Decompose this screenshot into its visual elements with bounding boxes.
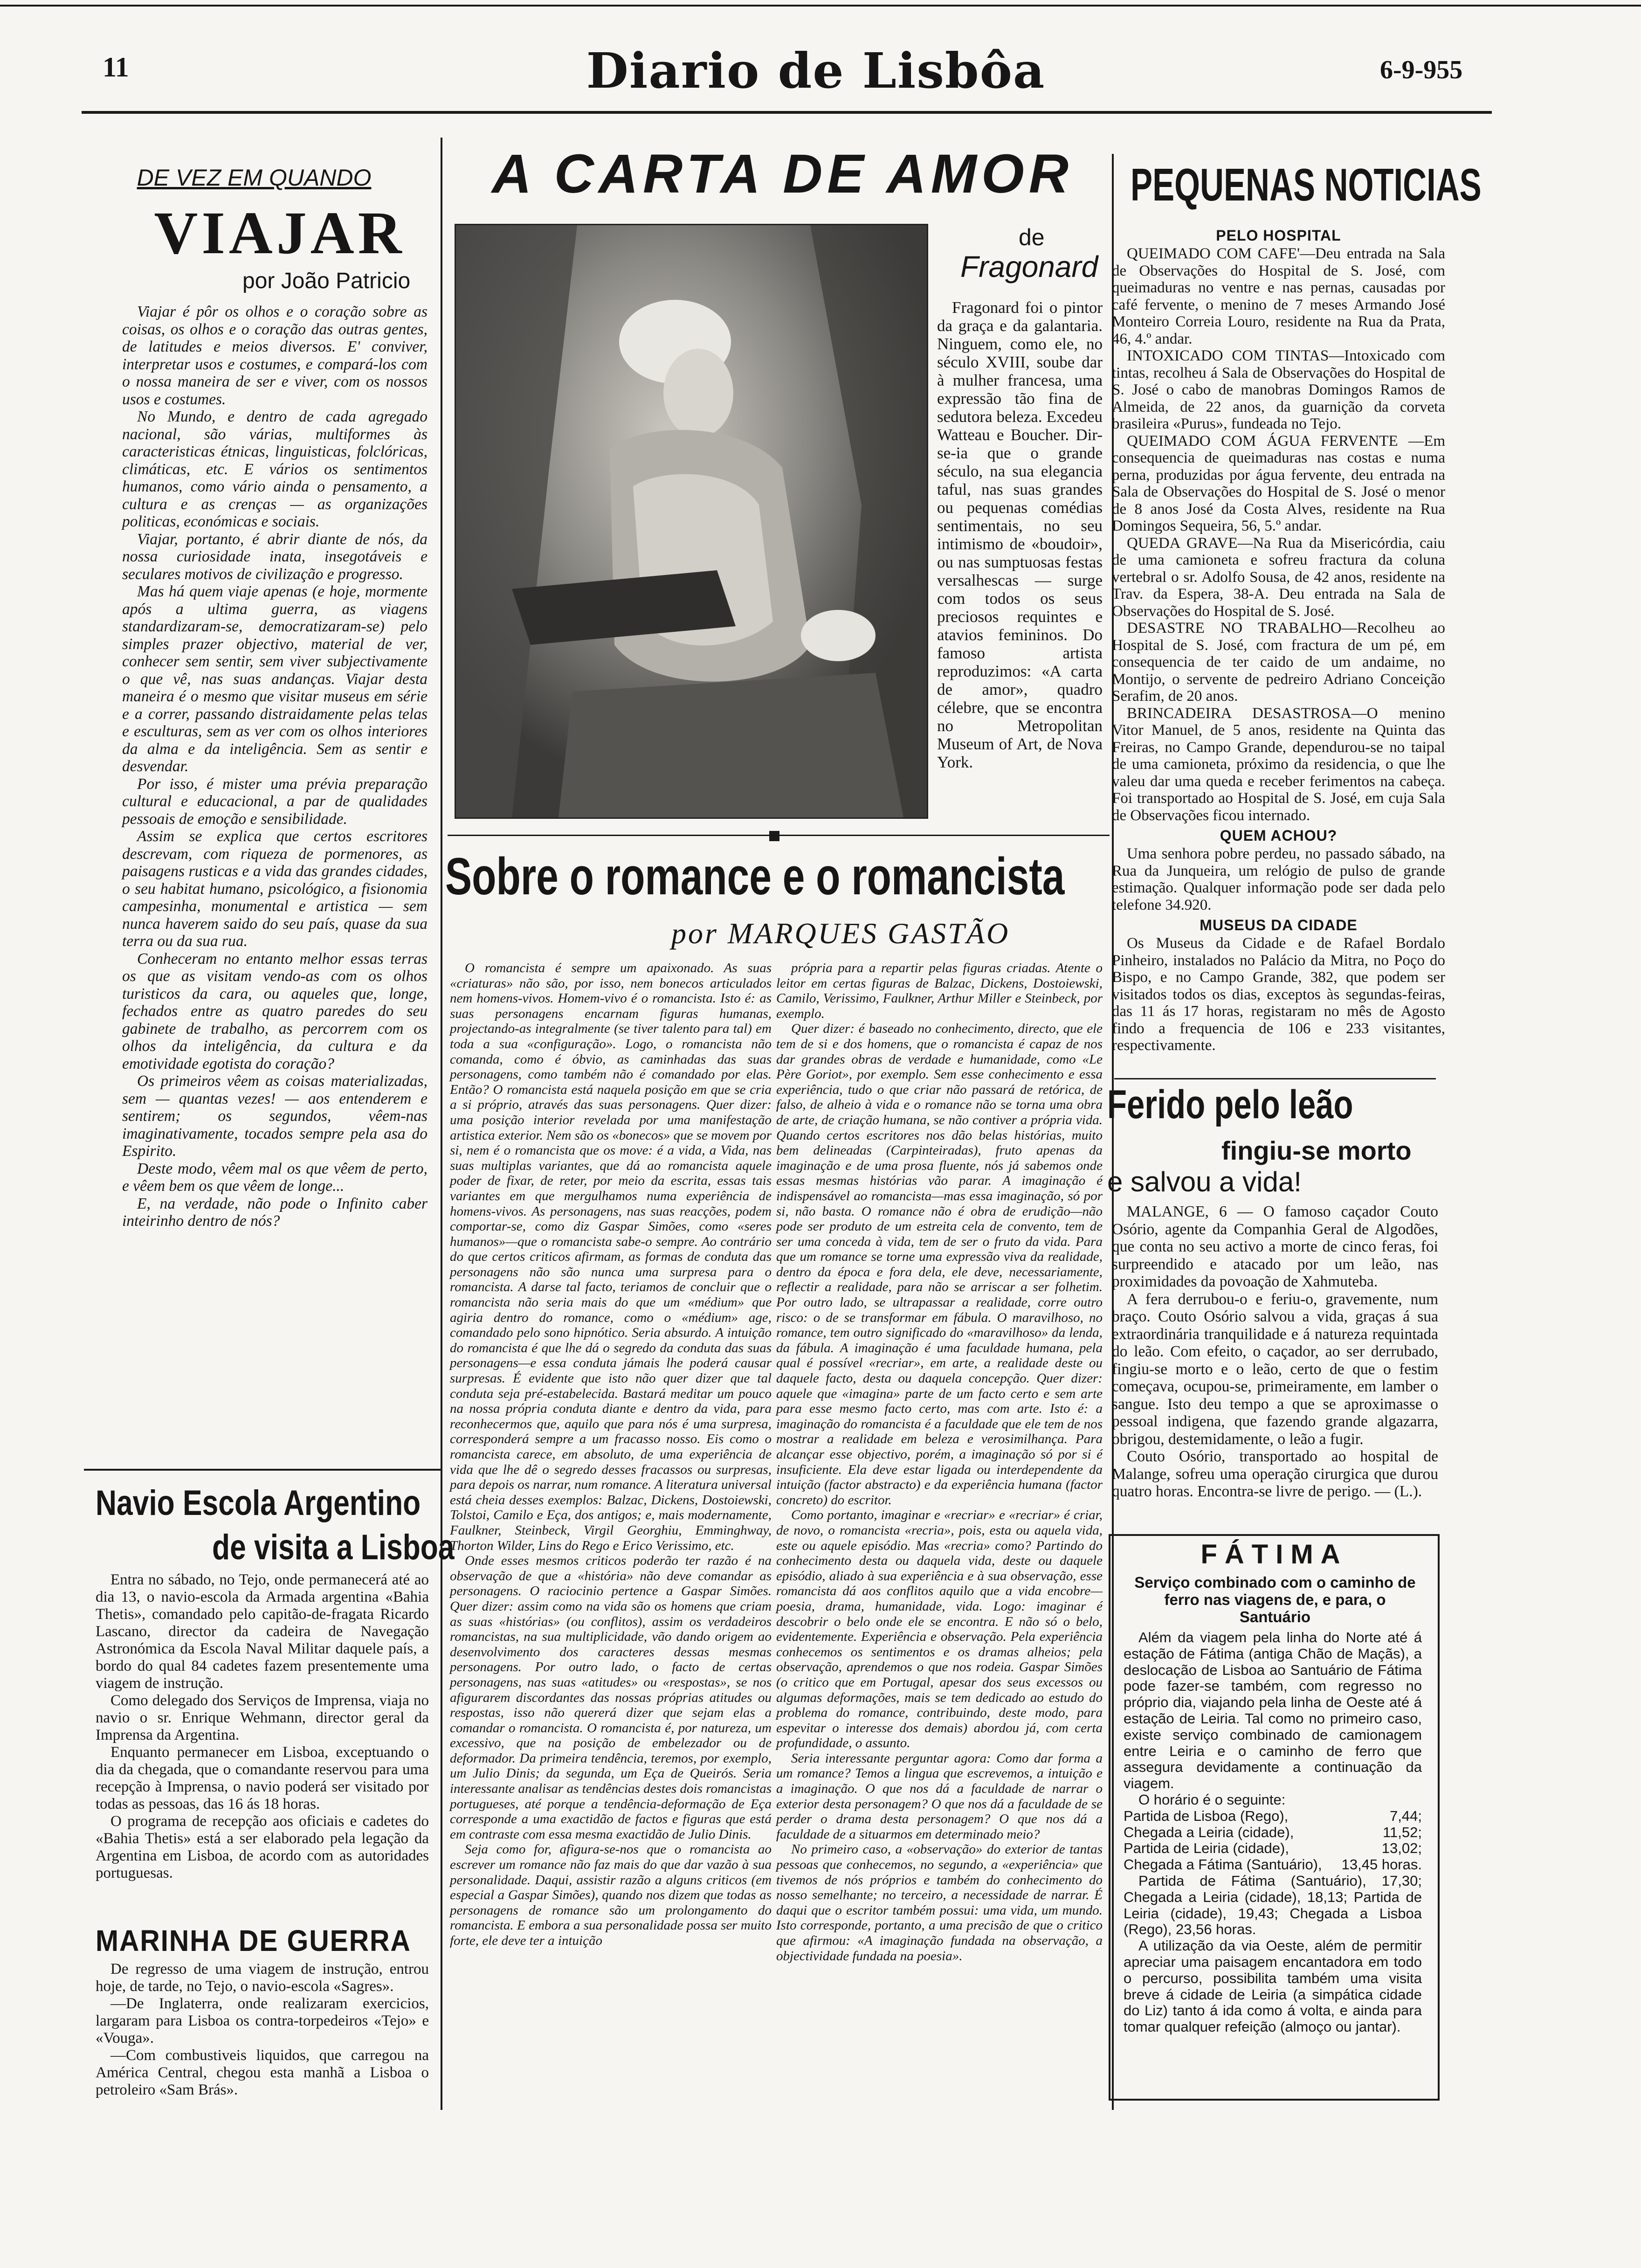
section-bullet xyxy=(769,831,779,841)
schedule-row xyxy=(1124,1808,1422,1825)
marinha-title: MARINHA DE GUERRA xyxy=(96,1924,411,1957)
news-item: INTOXICADO COM TINTAS—Intoxicado com tintas, recolheu á Sala de Observações do Hospital de S. José o cabo de manobras Domingos Ramos de Almeida, de 22 anos, da guarnição da corveta brasileira «Purus», fundeada no Tejo. xyxy=(1112,347,1445,432)
romance-byline: por MARQUES GASTÃO xyxy=(671,917,1010,950)
ferido-title-line3: e salvou a vida! xyxy=(1107,1166,1302,1197)
masthead-date: 6-9-955 xyxy=(1380,55,1463,84)
paragraph: Seja como for, afigura-se-nos que o romancista ao escrever um romance não faz mais do que dar vazão à sua personalidade. Daqui, assistir razão a alguns criticos (em especial a Gaspar Simões), quando nos dizem que todas as personagens de romance são um prolongamento do romancista. E embora a sua personalidade possa ser muito forte, ele deve ter a intuição xyxy=(450,1842,772,1948)
romance-col1 xyxy=(450,961,772,1949)
section-rule xyxy=(84,1469,441,1471)
section-rule xyxy=(448,835,1110,836)
paragraph: MALANGE, 6 — O famoso caçador Couto Osório, agente da Companhia Geral de Algodões, que conta no seu activo a morte de cinco feras, foi surpreendido e atacado por um leão, nas proximidades da povoação de Xahmuteba. xyxy=(1112,1203,1438,1290)
masthead-rule xyxy=(82,111,1492,114)
fatima-body xyxy=(1124,1630,1422,2035)
ferido-body xyxy=(1112,1203,1438,1500)
news-item: BRINCADEIRA DESASTROSA—O menino Vitor Manuel, de 5 anos, residente na Quinta das Freiras, no Campo Grande, dependurou-se no taipal de uma camioneta, próximo da residencia, o que lhe valeu dar uma queda e receber ferimentos na cabeça. Foi transportado ao Hospital de S. José, em cuja Sala de Observações ficou internado. xyxy=(1112,705,1445,824)
schedule-time: 11,52; xyxy=(1383,1824,1422,1840)
paragraph: Entra no sábado, no Tejo, onde permanecerá até ao dia 13, o navio-escola da Armada argentina «Bahia Thetis», comandado pelo capitão-de-fragata Ricardo Lascano, director da cadeira de Navegação Astronómica da Escola Naval Militar daquele país, a bordo do qual 84 cadetes fazem presentemente uma viagem de instrução. xyxy=(96,1571,429,1692)
news-item: DESASTRE NO TRABALHO—Recolheu ao Hospital de S. José, com fractura de um pé, em consequencia de ter caido de um andaime, no Montijo, o servente de pedreiro Adriano Conceição Serafim, de 20 anos. xyxy=(1112,620,1445,705)
pequenas-body xyxy=(1112,224,1445,1054)
news-item: QUEIMADO COM CAFE'—Deu entrada na Sala de Observações do Hospital de S. José, com queimaduras no ventre e nas pernas, causadas por café fervente, o menino de 7 meses Armando José Monteiro Correia Louro, residente na Rua da Prata, 46, 4.º andar. xyxy=(1112,245,1445,347)
fatima-subtitle: Serviço combinado com o caminho de ferro nas viagens de, e para, o Santuário xyxy=(1134,1574,1416,1625)
paragraph: No primeiro caso, a «observação» do exterior de tantas pessoas que conhecemos, no segundo, a «experiência» que tivemos de nós próprios e também do conhecimento do nosso semelhante; no terceiro, a necessidade de narrar. É daqui que o escritor também possui: uma vida, um mundo. Isto corresponde, portanto, a uma precisão de que o critico que afirmou: «A imaginação fundada na observação, a objectividade fundada na poesia». xyxy=(776,1842,1103,1964)
section-rule xyxy=(1114,1078,1436,1079)
carta-body xyxy=(937,298,1103,771)
paragraph: A fera derrubou-o e feriu-o, gravemente, num braço. Couto Osório salvou a vida, graças á sua extraordinária tranquilidade e á natureza requintada do leão. Com efeito, o caçador, ao ser derrubado, fingiu-se morto e o leão, certo de que o festim começava, ocupou-se, primeiramente, em lamber o sangue. Isto deu tempo a que se aproximasse o pessoal indigena, que fazendo grande algazarra, obrigou, destemidamente, o leão a fugir. xyxy=(1112,1290,1438,1448)
schedule-row xyxy=(1124,1857,1422,1873)
romance-headline: Sobre o romance e o romancista xyxy=(445,847,1065,906)
paragraph: Por isso, é mister uma prévia preparação cultural e educacional, a par de qualidades pessoais de emoção e sensibilidade. xyxy=(122,775,427,828)
viajar-byline: por João Patricio xyxy=(242,269,411,293)
paragraph: Deste modo, vêem mal os que vêem de perto, e vêem bem os que vêem de longe... xyxy=(122,1160,427,1195)
schedule-label: Chegada a Leiria (cidade), xyxy=(1124,1824,1294,1840)
paragraph: Como portanto, imaginar e «recriar» e «recriar» é criar, de novo, o romancista «recria», pois, esta ou aquela vida, este ou aquele episódio. Mas «recria» como? Partindo do conhecimento desta ou daquela vida, deste ou daquele episódio, aliado à sua experiência e à sua observação, esse romancista dá aos conflitos aquilo que a vida encobre—poesia, drama, humanidade, vida. Logo: imaginar é descobrir o belo onde ele se encontra. E não só o belo, evidentemente. Experiência e observação. Pela experiência conhecemos os sentimentos e os dramas alheios; pela observação, aprendemos o que nos rodeia. Gaspar Simões (o critico que em Portugal, apesar dos seus excessos ou algumas deformações, mais se tem dedicado ao estudo do problema do romance, contribuindo, deste modo, para espevitar o interesse dos demais) abordou já, com certa profundidade, o assunto. xyxy=(776,1507,1103,1751)
paragraph: Conheceram no entanto melhor essas terras os que as visitam vendo-as com os olhos turisticos da cara, ou aqueles que, longe, fechados entre as quatro paredes do seu gabinete de trabalho, as percorrem com os olhos da inteligência, da cultura e da emotividade egotista do coração? xyxy=(122,950,427,1072)
page-number: 11 xyxy=(103,52,129,83)
paragraph: Fragonard foi o pintor da graça e da galantaria. Ninguem, como ele, no século XVIII, soube dar à mulher francesa, uma expressão tão fina de sedutora beleza. Excedeu Watteau e Boucher. Dir-se-ia que o grande século, na sua elegancia taful, nas suas grandes ou pequenas comédias sentimentais, no seu intimismo de «boudoir», ou nas sumptuosas festas versalhescas — surge com todos os seus preciosos requintes e atavios femininos. Do famoso artista reproduzimos: «A carta de amor», quadro célebre, que se encontra no Metropolitan Museum of Art, de Nova York. xyxy=(937,298,1103,771)
paragraph: A utilização da via Oeste, além de permitir apreciar uma paisagem encantadora em todo o percurso, possibilita também uma visita breve á cidade de Leiria (a simpática cidade do Liz) tanto á ida como á volta, e ainda para tomar qualquer refeição (almoço ou jantar). xyxy=(1124,1937,1422,2035)
paragraph: Além da viagem pela linha do Norte até á estação de Fátima (antiga Chão de Maçãs), a deslocação de Lisboa ao Santuário de Fátima pode fazer-se também, com regresso no próprio dia, viajando pela linha de Oeste até á estação de Leiria. Tal como no primeiro caso, existe serviço combinado de camionagem entre Leiria e o caminho de ferro que assegura devidamente a continuação da viagem. xyxy=(1124,1629,1422,1792)
paragraph: própria para a repartir pelas figuras criadas. Atente o leitor em certas figuras de Balzac, Dickens, Dostoiewski, Camilo, Verissimo, Faulkner, Arthur Miller e Steinbeck, por exemplo. xyxy=(776,961,1103,1021)
museus-heading: MUSEUS DA CIDADE xyxy=(1200,917,1358,933)
paragraph: Enquanto permanecer em Lisboa, exceptuando o dia da chegada, que o comandante reservou para uma recepção à Imprensa, o navio poderá ser visitado por todas as pessoas, das 16 ás 18 horas. xyxy=(96,1744,429,1812)
masthead-title: Diario de Lisbôa xyxy=(586,42,1046,99)
painting-image xyxy=(456,225,927,817)
schedule-label: Partida de Leiria (cidade), xyxy=(1124,1840,1289,1857)
fragonard-painting xyxy=(455,224,928,819)
carta-headline: A CARTA DE AMOR xyxy=(492,143,1073,205)
column-rule xyxy=(441,138,442,2110)
paragraph: —De Inglaterra, onde realizaram exercicios, largaram para Lisboa os contra-torpedeiros «Tejo» e «Vouga». xyxy=(96,1995,429,2047)
paragraph: Viajar é pôr os olhos e o coração sobre as coisas, os olhos e o coração das outras gentes, de latitudes e meios diversos. E' conviver, interpretar usos e costumes, e compará-los com o nossa maneira de ser e viver, com os nossos usos e costumes. xyxy=(122,303,427,408)
paragraph: Quer dizer: é baseado no conhecimento, directo, que ele tem de si e dos homens, que o romancista é capaz de nos dar grandes obras de verdade e humanidade, como «Le Père Goriot», por exemplo. Sem esse conhecimento e essa experiência, tudo o que criar não passará de retórica, de falso, de alheio à vida e o romance não se torna uma obra de arte, de criação humana, se não contiver a própria vida. Quando certos escritores nos dão belas histórias, muito bem delineadas (Carpinteiradas), fruto apenas da imaginação e de uma prosa fluente, nós já sabemos onde essas mesmas histórias vão parar. A imaginação é indispensável ao romancista—mas essa imaginação, só por si, não basta. O romance não é obra de erudição—não pode ser produto de um estreita cela de convento, tem de ser uma conceda à vida, tem de ser o fruto da vida. Para que um romance se torne uma expressão viva da realidade, dentro da época e fora dela, ele deve, necessariamente, reflectir a realidade, para não se arriscar a ser folhetim. Por outro lado, se ultrapassar a realidade, corre outro risco: o de se transformar em fábula. O maravilhoso, no romance, tem outro significado do «maravilhoso» da lenda, da fábula. A imaginação é uma faculdade humana, pela qual é possível «recriar», em arte, a realidade deste ou daquele facto, desta ou daquela concepção. Quer dizer: aquele que «imagina» parte de um facto certo e sem arte para esse mesmo facto certo, mas com arte. Isto é: a imaginação do romancista é a faculdade que ele tem de nos mostrar a realidade em beleza e verosimilhança. Para alcançar esse objectivo, porém, a imaginação só por si é insuficiente. Ela deve estar ligada ou interdependente da intuição (factor abstracto) e da experiência humana (factor concreto) do escritor. xyxy=(776,1021,1103,1507)
paragraph: O horário é o seguinte: xyxy=(1138,1791,1286,1808)
news-item: Os Museus da Cidade e de Rafael Bordalo Pinheiro, instalados no Palácio da Mitra, no Poço do Bispo, e no Campo Grande, 382, que podem ser visitados todos os dias, exceptos às segundas-feiras, das 11 ás 17 horas, registaram no mês de Agosto findo a frequencia de 106 e 233 visitantes, respectivamente. xyxy=(1112,935,1445,1054)
paragraph: E, na verdade, não pode o Infinito caber inteirinho dentro de nós? xyxy=(122,1195,427,1230)
paragraph: Onde esses mesmos criticos poderão ter razão é na observação de que a «história» não deve comandar as personagens. O raciocinio pertence a Gaspar Simões. Quer dizer: assim como na vida são os homens que criam as suas «histórias» (ou conflitos), assim os verdadeiros romancistas, na sua multiplicidade, vão dando origem ao desenvolvimento dos caracteres dessas mesmas personagens. Por outro lado, o facto de certas personagens, nas suas «atitudes» ou «respostas», se nos afigurarem discordantes das nossas próprias atitudes ou respostas, isso não quererá dizer que sejam elas a comandar o romancista. O romancista é, por natureza, um excessivo, que na posição de embelezador ou de deformador. Da primeira tendência, teremos, por exemplo, um Julio Dinis; da segunda, um Eça de Queirós. Seria interessante analisar as tendências destes dois romancistas portugueses, até porque a tendência-deformação de Eça corresponde a uma exactidão de factos e figuras que está em contraste com essa mesma exactidão de Julio Dinis. xyxy=(450,1553,772,1842)
paragraph: Couto Osório, transportado ao hospital de Malange, sofreu uma operação cirurgica que durou quatro horas. Encontra-se livre de perigo. — (L.). xyxy=(1112,1448,1438,1500)
navio-body xyxy=(96,1571,429,1882)
paragraph: De regresso de uma viagem de instrução, entrou hoje, de tarde, no Tejo, o navio-escola «Sagres». xyxy=(96,1961,429,1995)
paragraph: Como delegado dos Serviços de Imprensa, viaja no navio o sr. Enrique Wehmann, director geral da Imprensa da Argentina. xyxy=(96,1692,429,1743)
carta-de: de xyxy=(1019,224,1045,250)
paragraph: Viajar, portanto, é abrir diante de nós, da nossa curiosidade inata, insegotáveis e seculares motivos de civilização e progresso. xyxy=(122,530,427,583)
ferido-title-line2: fingiu-se morto xyxy=(1221,1136,1412,1165)
news-item: QUEDA GRAVE—Na Rua da Misericórdia, caiu de uma camioneta e sofreu fractura da coluna vertebral o sr. Adolfo Sousa, de 42 anos, residente na Trav. da Espera, 38-A. Deu entrada na Sala de Observações do Hospital de S. José. xyxy=(1112,534,1445,620)
viajar-body xyxy=(122,303,427,1230)
ferido-title-line1: Ferido pelo leão xyxy=(1107,1082,1353,1127)
carta-author: Fragonard xyxy=(960,250,1098,284)
pequenas-title: PEQUENAS NOTICIAS xyxy=(1131,159,1482,210)
navio-title-line2: de visita a Lisboa xyxy=(212,1528,455,1567)
news-item: QUEIMADO COM ÁGUA FERVENTE —Em consequencia de queimaduras nas costas e numa perna, produzidas por água fervente, deu entrada na Sala de Observações do Hospital de S. José o menor de 8 anos José da Costa Alves, residente na Rua Domingos Sequeira, 56, 5.º andar. xyxy=(1112,432,1445,534)
schedule-label: Partida de Lisboa (Rego), xyxy=(1124,1807,1289,1824)
navio-title-line1: Navio Escola Argentino xyxy=(96,1483,421,1523)
schedule-time: 13,45 horas. xyxy=(1341,1856,1422,1873)
hospital-heading: PELO HOSPITAL xyxy=(1216,227,1341,244)
schedule-row xyxy=(1124,1840,1422,1857)
paragraph: O programa de recepção aos oficiais e cadetes do «Bahia Thetis» está a ser elaborado pela legação da Argentina em Lisboa, de acordo com as autoridades portuguesas. xyxy=(96,1813,429,1881)
paragraph: No Mundo, e dentro de cada agregado nacional, são várias, multiformes às caracteristicas étnicas, linguisticas, folclóricas, climáticas, etc. E vários os sentimentos humanos, como vário ainda o pensamento, a cultura e as crenças — as organizações politicas, económicas e sociais. xyxy=(122,408,427,530)
paragraph: —Com combustiveis liquidos, que carregou na América Central, chegou esta manhã a Lisboa o petroleiro «Sam Brás». xyxy=(96,2047,429,2098)
paragraph: Os primeiros vêem as coisas materializadas, sem — quantas vezes! — aos entenderem e sentirem; os segundos, vêem-nas imaginativamente, tocados sempre pela asa do Espirito. xyxy=(122,1072,427,1160)
paragraph: O romancista é sempre um apaixonado. As suas «criaturas» não são, por isso, nem bonecos articulados nem homens-vivos. Homem-vivo é o romancista. Isto é: as suas personagens encarnam figuras humanas, projectando-as integralmente (se tiver talento para tal) em toda a sua «configuração». Logo, o romancista não comanda, como é óbvio, as caminhadas das suas personagens, como também não é comandado por elas. Então? O romancista está naquela posição em que se cria a si próprio, através das suas personagens. Quer dizer: uma posição interior revelada por uma manifestação artistica exterior. Nem são os «bonecos» que se movem por si, nem é o romancista que os move: é a vida, a Vida, nas suas multiplas variantes, que dá ao romancista aquele poder de fixar, de reter, por meio da escrita, essas tais variantes em que mergulhamos numa experiência de homens-vivos. As personagens, nas suas reacções, podem comportar-se, como diz Gaspar Simões, como «seres humanos»—que o romancista sabe-o sempre. Ao contrário do que certos criticos afirmam, as formas de conduta das personagens não são nunca uma surpresa para o romancista. A darse tal facto, teriamos de concluir que o romancista não seria mais do que um «médium» que agiria dentro do romance, como o «médium» age, comandado pelo sono hipnótico. Seria absurdo. A intuição do romancista é que lhe dá o segredo da conduta das suas personagens—e essa conduta jámais lhe poderá causar surpresas. É evidente que isto não quer dizer que tal conduta seja pré-estabelecida. Bastará meditar um pouco na nossa própria conduta diante e dentro da vida, para reconhecermos que, aquilo que para nós é uma surpresa, corresponderá sempre a um fracasso nosso. Eis como o romancista carece, em absoluto, de uma experiência de vida que lhe dê o segredo desses fracassos ou surpresas, para depois os narrar, num romance. A literatura universal está cheia desses exemplos: Balzac, Dickens, Dostoiewski, Tolstoi, Camilo e Eça, dos antigos; e, mais modernamente, Faulkner, Steinbeck, Virgil Georghiu, Emminghway, Thorton Wilder, Lins do Rego e Erico Verissimo, etc. xyxy=(450,961,772,1553)
viajar-title: VIAJAR xyxy=(154,200,406,267)
schedule-time: 13,02; xyxy=(1381,1840,1422,1857)
top-rule xyxy=(0,5,1641,7)
paragraph: Assim se explica que certos escritores descrevam, com riqueza de pormenores, as paisagens rusticas e a vida das grandes cidades, o seu habitat humano, psicológico, a fisionomia campesinha, monumental e artistica — sem nunca haverem saido do seu país, quase da sua terra ou da sua rua. xyxy=(122,828,427,950)
paragraph: Partida de Fátima (Santuário), 17,30; Chegada a Leiria (cidade), 18,13; Partida de Leiria (cidade), 19,43; Chegada a Lisboa (Rego), 23,56 horas. xyxy=(1124,1872,1422,1938)
paragraph: Seria interessante perguntar agora: Como dar forma a um romance? Temos a lingua que escrevemos, a intuição e a imaginação. O que nos dá a faculdade de narrar o exterior desta personagem? O que nos dá a faculdade de se perder o drama desta personagem? O que nos dá a faculdade de a situarmos em determinado meio? xyxy=(776,1750,1103,1842)
romance-col2 xyxy=(776,961,1103,1964)
schedule-time: 7,44; xyxy=(1390,1807,1422,1824)
quem-achou-heading: QUEM ACHOU? xyxy=(1220,827,1338,844)
viajar-kicker: DE VEZ EM QUANDO xyxy=(137,165,372,191)
paragraph: Mas há quem viaje apenas (e hoje, mormente após a ultima guerra, as viagens standardizaram-se, democratizaram-se) pelo simples prazer objectivo, material de ver, conhecer sem sentir, sem viver subjectivamente o que vê, nas suas andanças. Viajar desta maneira é o mesmo que visitar museus em série e a correr, passando distraidamente pelas telas e esculturas, sem as ver com os olhos interiores da alma e da inteligência. Sem as sentir e desvendar. xyxy=(122,583,427,775)
news-item: Uma senhora pobre perdeu, no passado sábado, na Rua da Junqueira, um relógio de pulso de grande estimação. Qualquer informação pode ser dada pelo telefone 34.920. xyxy=(1112,845,1445,913)
marinha-body xyxy=(96,1961,429,2099)
schedule-row xyxy=(1124,1825,1422,1841)
schedule-label: Chegada a Fátima (Santuário), xyxy=(1124,1856,1322,1873)
fatima-title: FÁTIMA xyxy=(1200,1539,1348,1570)
